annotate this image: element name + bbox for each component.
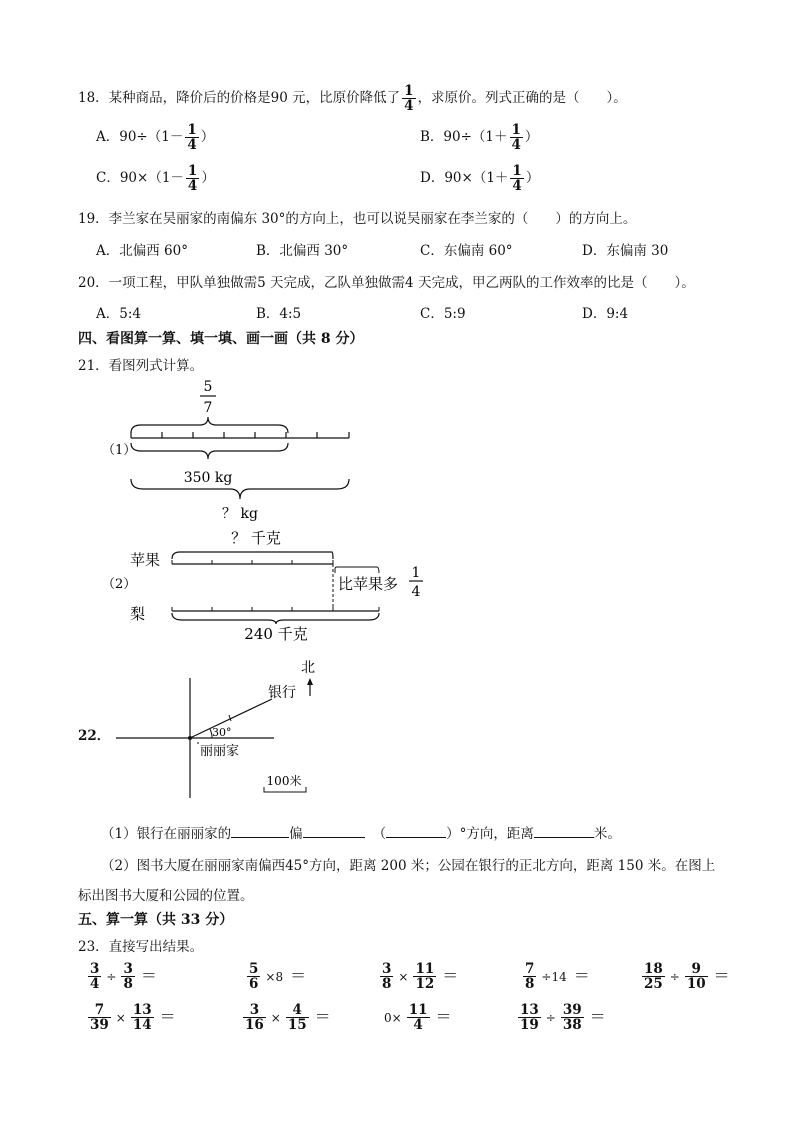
map-scale-label: 100米 [266,774,302,788]
calc-item: $\frac{13}{19}$ ÷ $\frac{39}{38}$ ＝ [520,1002,606,1034]
q18-stem: 18．某种商品，降价后的价格是90 元，比原价降低了 $\frac{1}{4}$ ，求原价。列式正确的是（ ）。 [78,83,627,115]
d2-pear-brace [172,613,379,624]
d1-fraction-denominator: 7 [203,400,213,416]
q21-stem: 21．看图列式计算。 [78,358,204,374]
calc-item: $\frac{7}{39}$ × $\frac{13}{14}$ ＝ [90,1002,176,1034]
calc-item: 0× $\frac{11}{4}$ ＝ [384,1002,452,1034]
d1-part-brace [131,443,288,459]
map-home-label: 丽丽家 [200,744,240,759]
d1-label: （1） [102,443,137,458]
q19-option-d[interactable]: D．东偏南 30 [582,243,669,259]
calc-item: $\frac{18}{25}$ ÷ $\frac{9}{10}$ ＝ [644,961,730,993]
q18-option-d[interactable]: D．90×（1＋ $\frac{1}{4}$ ） [420,163,540,195]
q20-option-d[interactable]: D．9:4 [582,306,629,322]
q21-diagram-1 [96,375,366,525]
map-bank-label: 银行 [268,685,296,701]
calc-item: $\frac{5}{6}$ ×8 ＝ [249,961,307,993]
q18-option-a[interactable]: A．90÷（1－ $\frac{1}{4}$ ） [96,122,215,154]
d2-pear-label: 梨 [130,605,146,623]
q18-option-b[interactable]: B．90÷（1＋ $\frac{1}{4}$ ） [420,122,539,154]
d1-whole-label: ？ kg [222,506,258,522]
q22-number: 22． [78,728,111,744]
d1-whole-brace [131,479,349,499]
q19-stem: 19．李兰家在吴丽家的南偏东 30°的方向上，也可以说吴丽家在李兰家的（ ）的方向上。 [78,211,637,227]
d2-apple-brace [172,552,333,559]
q19-option-c[interactable]: C．东偏南 60° [420,243,513,259]
calc-item: $\frac{3}{4}$ ÷ $\frac{3}{8}$ ＝ [90,961,157,993]
d2-top-label: ？ 千克 [231,529,281,547]
q21-diagram-2 [96,525,446,645]
blank-direction-1[interactable] [231,823,289,838]
blank-direction-2[interactable] [303,823,365,838]
q22-sub1: （1）银行在丽丽家的 偏 （ ）°方向，距离 米。 [101,822,621,842]
d2-bottom-label: 240 千克 [244,625,308,643]
q22-map [110,650,330,810]
q20-option-b[interactable]: B．4:5 [256,306,302,322]
d2-extra-brace [335,567,379,573]
d2-apple-label: 苹果 [130,551,161,569]
map-angle-label: 30° [212,726,232,739]
q22-sub2-line2: 标出图书大厦和公园的位置。 [78,888,254,904]
map-north-label: 北 [301,660,315,676]
q18-option-c[interactable]: C．90×（1－ $\frac{1}{4}$ ） [96,163,215,195]
q18-fraction: $\frac{1}{4}$ [404,83,414,115]
q20-stem: 20．一项工程，甲队单独做需5 天完成，乙队单独做需4 天完成，甲乙两队的工作效率的比是（ ）。 [78,275,695,291]
blank-distance[interactable] [534,823,594,838]
blank-angle[interactable] [386,823,446,838]
north-arrowhead-icon [307,678,313,685]
d1-part-label: 350 kg [183,470,233,486]
q23-stem: 23．直接写出结果。 [78,939,204,955]
q22-sub2-line1: （2）图书大厦在丽丽家南偏西45°方向，距离 200 米；公园在银行的正北方向，距离 150 米。在图上 [101,858,716,874]
section-4-heading: 四、看图算一算、填一填、画一画（共 8 分） [78,331,364,347]
d1-ticks [131,432,349,438]
section-5-heading: 五、算一算（共 33 分） [78,912,234,928]
q20-option-a[interactable]: A．5:4 [96,306,141,322]
d1-fraction-numerator: 5 [203,379,213,395]
calc-item: $\frac{3}{16}$ × $\frac{4}{15}$ ＝ [245,1002,331,1034]
d2-note-denominator: 4 [411,584,421,600]
calc-item: $\frac{7}{8}$ ÷14 ＝ [525,961,590,993]
calc-item: $\frac{3}{8}$ × $\frac{11}{12}$ ＝ [382,961,459,993]
q20-option-c[interactable]: C．5:9 [420,306,466,322]
d2-note-numerator: 1 [411,565,421,581]
d2-label: （2） [102,577,137,592]
q19-option-a[interactable]: A．北偏西 60° [96,243,188,259]
d1-top-brace [131,417,288,433]
d2-note: 比苹果多 [338,575,399,593]
q19-option-b[interactable]: B．北偏西 30° [256,243,349,259]
